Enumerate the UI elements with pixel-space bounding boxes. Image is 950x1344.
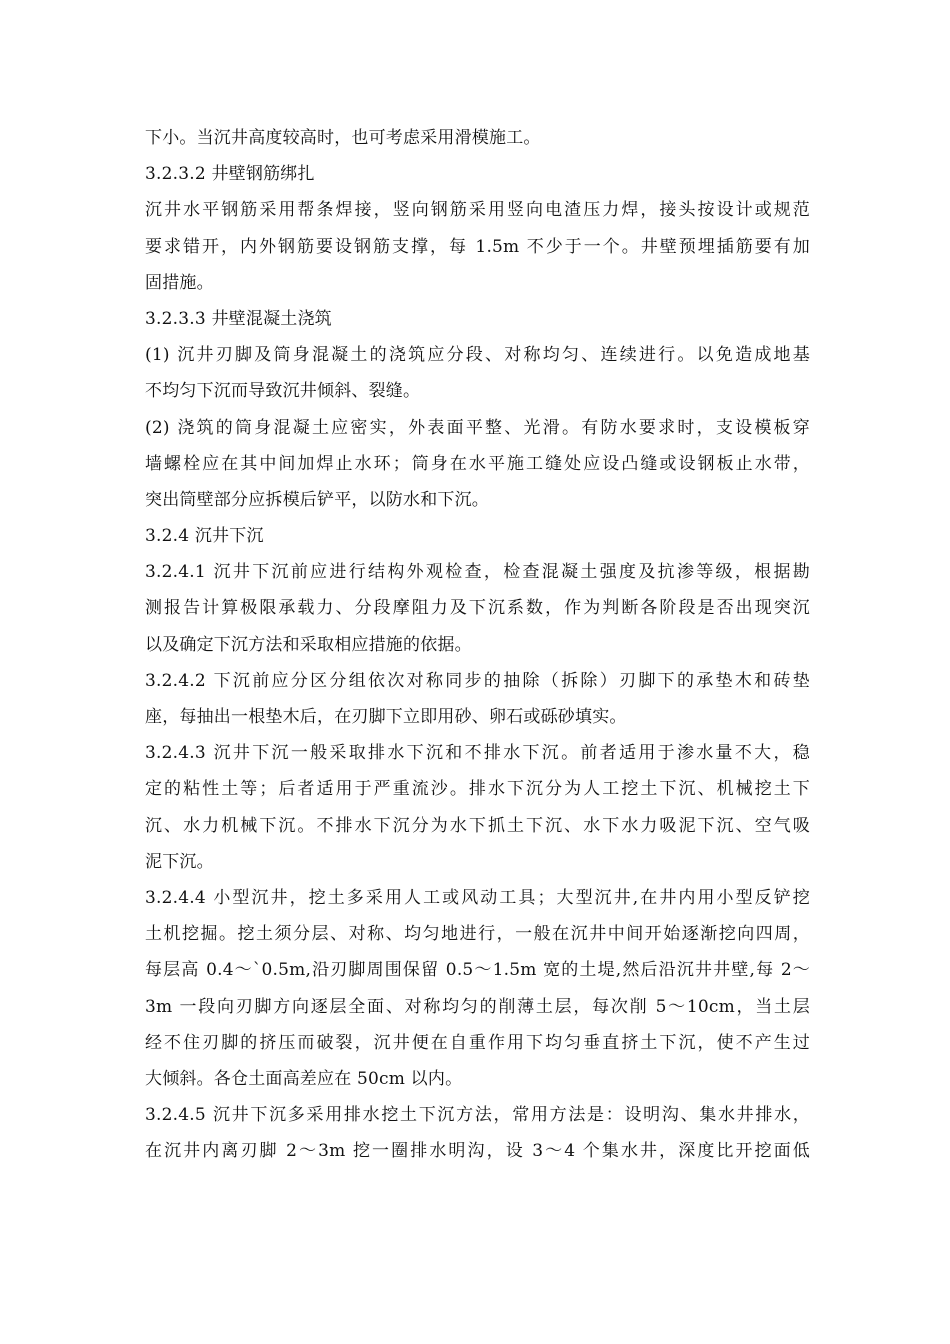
- text-line: (2) 浇筑的筒身混凝土应密实，外表面平整、光滑。有防水要求时，支设模板穿: [145, 417, 810, 438]
- text-line: 泥下沉。: [145, 851, 214, 872]
- document-body: [145, 120, 810, 1169]
- text-line: 3m 一段向刃脚方向逐层全面、对称均匀的削薄土层，每次削 5～10cm，当土层: [145, 996, 810, 1017]
- text-line: 突出筒壁部分应拆模后铲平，以防水和下沉。: [145, 489, 489, 510]
- text-line: 定的粘性土等；后者适用于严重流沙。排水下沉分为人工挖土下沉、机械挖土下: [145, 779, 810, 800]
- text-line: (1) 沉井刃脚及筒身混凝土的浇筑应分段、对称均匀、连续进行。以免造成地基: [145, 345, 810, 366]
- text-line: 3.2.4.5 沉井下沉多采用排水挖土下沉方法，常用方法是：设明沟、集水井排水，: [145, 1105, 810, 1126]
- text-line: 墙螺栓应在其中间加焊止水环；筒身在水平施工缝处应设凸缝或设钢板止水带，: [145, 453, 810, 474]
- text-line: 经不住刃脚的挤压而破裂，沉井便在自重作用下均匀垂直挤土下沉，使不产生过: [145, 1032, 810, 1053]
- text-line: 以及确定下沉方法和采取相应措施的依据。: [145, 634, 472, 655]
- text-line: 不均匀下沉而导致沉井倾斜、裂缝。: [145, 381, 421, 402]
- text-line: 3.2.4.3 沉井下沉一般采取排水下沉和不排水下沉。前者适用于渗水量不大，稳: [145, 743, 810, 764]
- text-line: 座，每抽出一根垫木后，在刃脚下立即用砂、卵石或砾砂填实。: [145, 707, 627, 727]
- text-line: 固措施。: [145, 272, 214, 293]
- text-line: 3.2.3.3 井壁混凝土浇筑: [145, 308, 332, 329]
- text-line: 3.2.4.2 下沉前应分区分组依次对称同步的抽除（拆除）刃脚下的承垫木和砖垫: [145, 670, 810, 691]
- text-line: 3.2.3.2 井壁钢筋绑扎: [145, 164, 315, 185]
- text-line: 沉、水力机械下沉。不排水下沉分为水下抓土下沉、水下水力吸泥下沉、空气吸: [145, 815, 810, 836]
- text-line: 大倾斜。各仓土面高差应在 50cm 以内。: [145, 1068, 463, 1089]
- text-line: 在沉井内离刃脚 2～3m 挖一圈排水明沟，设 3～4 个集水井，深度比开挖面低: [145, 1141, 810, 1162]
- text-line: 土机挖掘。挖土须分层、对称、均匀地进行，一般在沉井中间开始逐渐挖向四周，: [145, 924, 810, 945]
- text-line: 沉井水平钢筋采用帮条焊接，竖向钢筋采用竖向电渣压力焊，接头按设计或规范: [145, 200, 810, 221]
- text-line: 3.2.4 沉井下沉: [145, 526, 264, 547]
- text-line: 下小。当沉井高度较高时，也可考虑采用滑模施工。: [145, 128, 541, 148]
- text-line: 3.2.4.1 沉井下沉前应进行结构外观检查，检查混凝土强度及抗渗等级，根据勘: [145, 562, 810, 583]
- text-line: 3.2.4.4 小型沉井，挖土多采用人工或风动工具；大型沉井,在井内用小型反铲挖: [145, 887, 810, 908]
- text-line: 测报告计算极限承载力、分段摩阻力及下沉系数，作为判断各阶段是否出现突沉: [145, 598, 810, 619]
- text-line: 每层高 0.4～`0.5m,沿刃脚周围保留 0.5～1.5m 宽的土堤,然后沿沉井井壁,每 2～: [145, 960, 810, 981]
- text-line: 要求错开，内外钢筋要设钢筋支撑，每 1.5m 不少于一个。井壁预埋插筋要有加: [145, 236, 810, 257]
